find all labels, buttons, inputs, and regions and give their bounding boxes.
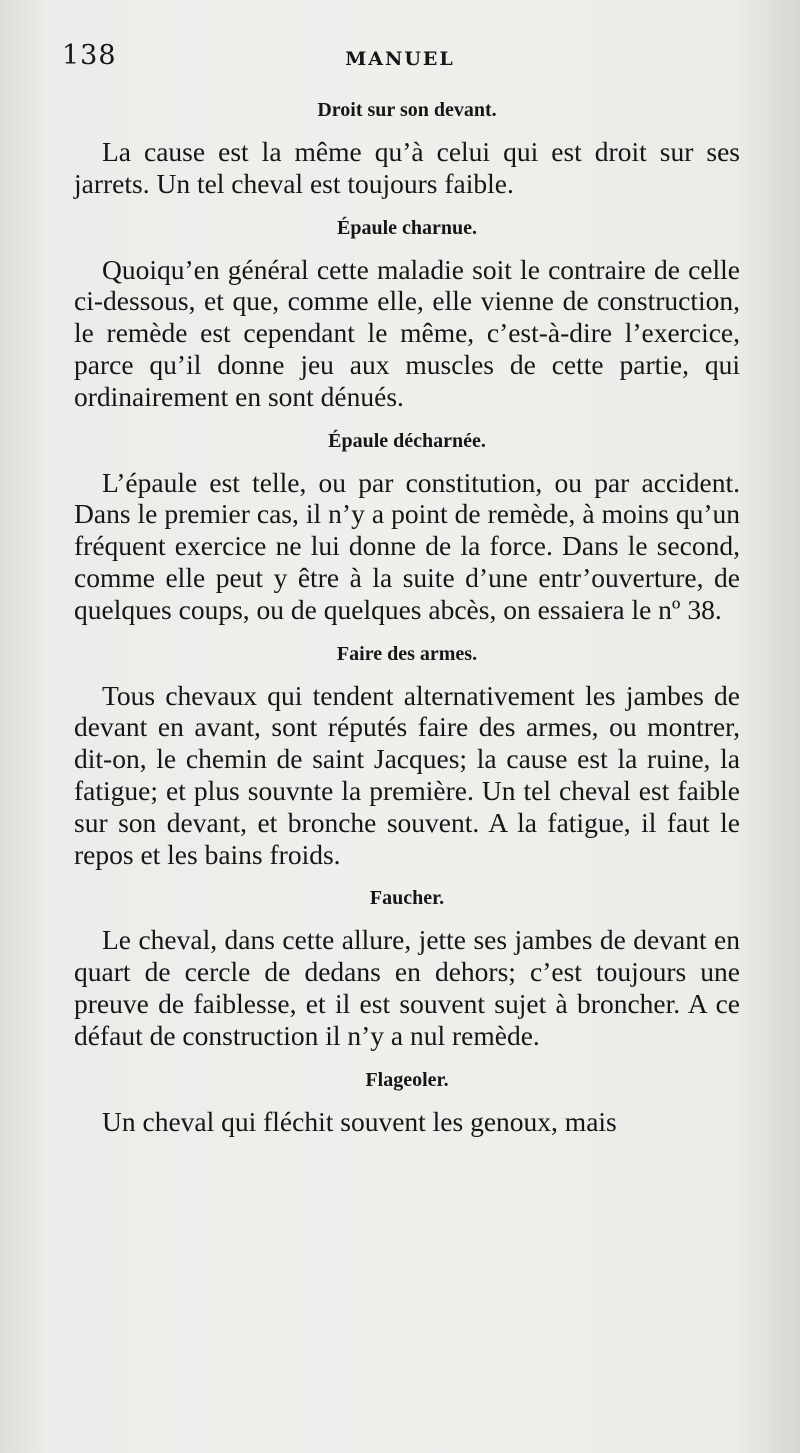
section-heading: Épaule charnue.: [336, 216, 478, 239]
section-faire-des-armes: [74, 640, 740, 871]
page-number: 138: [62, 40, 117, 71]
section-paragraph: La cause est la même qu’à celui qui est droit sur ses jarrets. Un tel cheval est toujours faible.: [74, 136, 740, 199]
running-head: [62, 40, 738, 80]
section-heading: Droit sur son devant.: [317, 99, 497, 121]
section-epaule-decharnee: [74, 427, 740, 626]
section-paragraph: L’épaule est telle, ou par constitution, ou par accident. Dans le premier cas, il n’y a point de remède, à moins qu’un fréquent exercice ne lui donne de la force. Dans le second, comme elle peut y être à la suite d’une entr’ouverture, de quelques coups, ou de quelques abcès, on essaiera le nº 38.: [74, 466, 740, 625]
body-text: [74, 96, 740, 1151]
section-paragraph: Tous chevaux qui tendent alternativement les jambes de devant en avant, sont réputés faire des armes, ou montrer, dit-on, le chemin de saint Jacques; la cause est la ruine, la fatigue; et plus souvnte la première. Un tel cheval est faible sur son devant, et bronche souvent. A la fatigue, il faut le repos et les bains froids.: [74, 679, 740, 870]
section-droit-sur-son-devant: [74, 96, 740, 200]
section-paragraph: Le cheval, dans cette allure, jette ses jambes de devant en quart de cercle de dedans en dehors; c’est toujours une preuve de faiblesse, et il est souvent sujet à broncher. A ce défaut de construction il n’y a nul remède.: [74, 924, 740, 1051]
section-epaule-charnue: [74, 214, 740, 413]
section-heading: Faucher.: [369, 887, 445, 910]
section-faucher: [74, 884, 740, 1051]
section-heading: Faire des armes.: [336, 642, 478, 665]
section-flageoler: [74, 1066, 740, 1138]
section-paragraph: Un cheval qui fléchit souvent les genoux, mais: [102, 1105, 617, 1137]
running-title: MANUEL: [345, 48, 455, 70]
section-heading: Épaule décharnée.: [328, 429, 486, 452]
section-heading: Flageoler.: [365, 1068, 449, 1091]
section-paragraph: Quoiqu’en général cette maladie soit le contraire de celle ci-dessous, et que, comme elle, elle vienne de construction, le remède est cependant le même, c’est-à-dire l’exercice, parce qu’il donne jeu aux muscles de cette partie, qui ordinairement en sont dénués.: [74, 253, 740, 412]
